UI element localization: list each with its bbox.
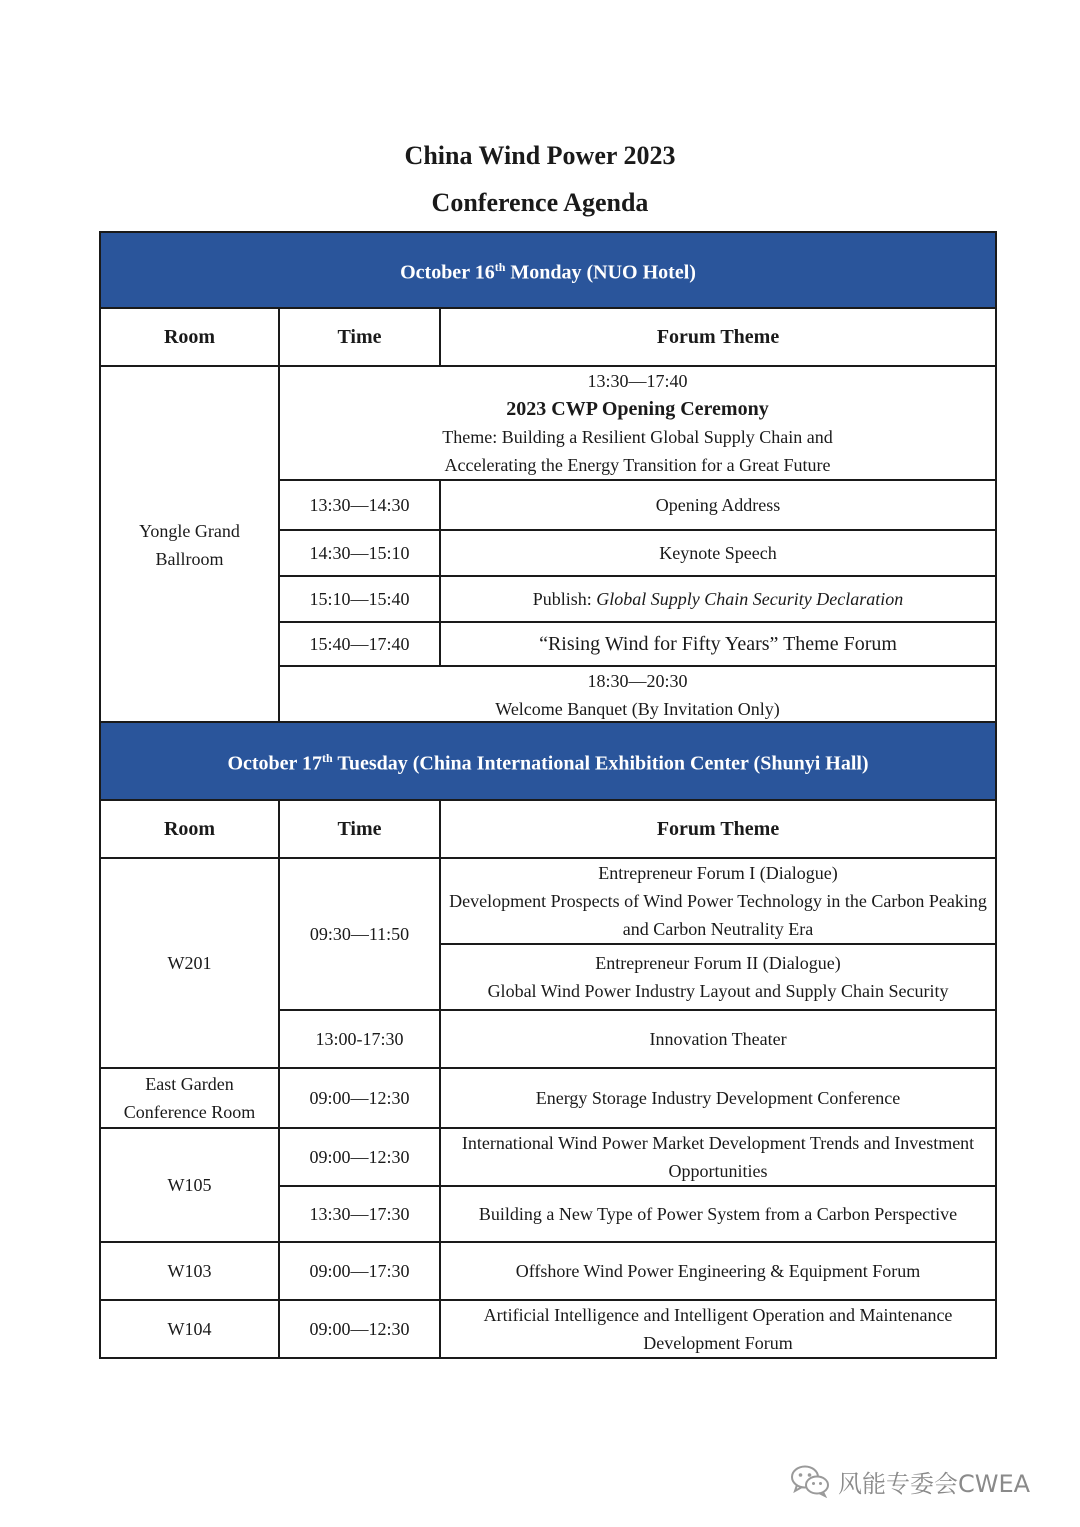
session-time: 14:30—15:10: [279, 530, 440, 576]
banquet-time: 18:30—20:30: [587, 671, 688, 691]
publish-prefix: Publish:: [532, 589, 597, 609]
session-theme: International Wind Power Market Development Trends and Investment Opportunities: [440, 1128, 996, 1186]
session-theme: Offshore Wind Power Engineering & Equipment Forum: [440, 1242, 996, 1300]
session-time: 13:00-17:30: [279, 1010, 440, 1068]
theme-header: Forum Theme: [440, 308, 996, 366]
session-theme: [440, 576, 996, 622]
document-title: China Wind Power 2023: [404, 141, 676, 170]
session-theme: Keynote Speech: [440, 530, 996, 576]
session-theme: “Rising Wind for Fifty Years” Theme Forum: [440, 622, 996, 666]
session-theme: Innovation Theater: [440, 1010, 996, 1068]
day2-venue: Tuesday (China International Exhibition Center (Shunyi Hall): [332, 752, 869, 775]
agenda-table-day2: [99, 721, 997, 1359]
day2-date-band: [100, 722, 996, 800]
day1-venue: Monday (NUO Hotel): [505, 261, 696, 284]
room-name: Yongle Grand Ballroom: [139, 521, 240, 569]
theme-header: Forum Theme: [440, 800, 996, 858]
forum-title: Entrepreneur Forum II (Dialogue): [595, 953, 841, 973]
session-time: 15:40—17:40: [279, 622, 440, 666]
banquet-text: Welcome Banquet (By Invitation Only): [495, 699, 780, 719]
session-time: 13:30—17:30: [279, 1186, 440, 1242]
session-time: 09:00—17:30: [279, 1242, 440, 1300]
day2-date-suffix: th: [322, 751, 333, 766]
watermark: [790, 1463, 1030, 1499]
opening-theme-line1: Theme: Building a Resilient Global Supply Chain and: [442, 427, 833, 447]
room-cell-yongle: [100, 366, 279, 724]
day1-date: October 16: [400, 261, 495, 284]
document-subtitle: Conference Agenda: [431, 188, 649, 217]
room-cell-east-garden: East Garden Conference Room: [100, 1068, 279, 1128]
day2-date: October 17: [227, 752, 323, 775]
watermark-text: 风能专委会CWEA: [838, 1469, 1031, 1498]
opening-time: 13:30—17:40: [587, 371, 688, 391]
session-theme: Energy Storage Industry Development Conference: [440, 1068, 996, 1128]
declaration-title: Global Supply Chain Security Declaration: [596, 589, 904, 609]
room-cell-w105: W105: [100, 1128, 279, 1242]
forum-description: Global Wind Power Industry Layout and Supply Chain Security: [487, 981, 949, 1001]
day1-date-suffix: th: [494, 260, 506, 275]
opening-ceremony-cell: [279, 366, 996, 480]
forum-cell: [440, 944, 996, 1010]
opening-title: 2023 CWP Opening Ceremony: [506, 398, 769, 420]
session-theme: Opening Address: [440, 480, 996, 530]
room-cell-w201: W201: [100, 858, 279, 1068]
session-theme: Artificial Intelligence and Intelligent Operation and Maintenance Development Forum: [440, 1300, 996, 1358]
session-time: 13:30—14:30: [279, 480, 440, 530]
time-header: Time: [279, 800, 440, 858]
forum-title: Entrepreneur Forum I (Dialogue): [598, 863, 838, 883]
day1-date-band: [100, 232, 996, 308]
opening-theme-line2: Accelerating the Energy Transition for a Great Future: [444, 455, 831, 475]
banquet-cell: [279, 666, 996, 724]
wechat-icon: [790, 1464, 830, 1498]
room-header: Room: [100, 800, 279, 858]
session-time: 15:10—15:40: [279, 576, 440, 622]
session-time: 09:00—12:30: [279, 1300, 440, 1358]
session-time: 09:00—12:30: [279, 1068, 440, 1128]
forum-description: Development Prospects of Wind Power Technology in the Carbon Peaking and Carbon Neutrality Era: [449, 891, 987, 939]
session-theme: Building a New Type of Power System from a Carbon Perspective: [440, 1186, 996, 1242]
forum-cell: [440, 858, 996, 944]
session-time: 09:30—11:50: [279, 858, 440, 1010]
time-header: Time: [279, 308, 440, 366]
room-cell-w103: W103: [100, 1242, 279, 1300]
room-cell-w104: W104: [100, 1300, 279, 1358]
room-header: Room: [100, 308, 279, 366]
agenda-table-day1: [99, 231, 997, 725]
session-time: 09:00—12:30: [279, 1128, 440, 1186]
